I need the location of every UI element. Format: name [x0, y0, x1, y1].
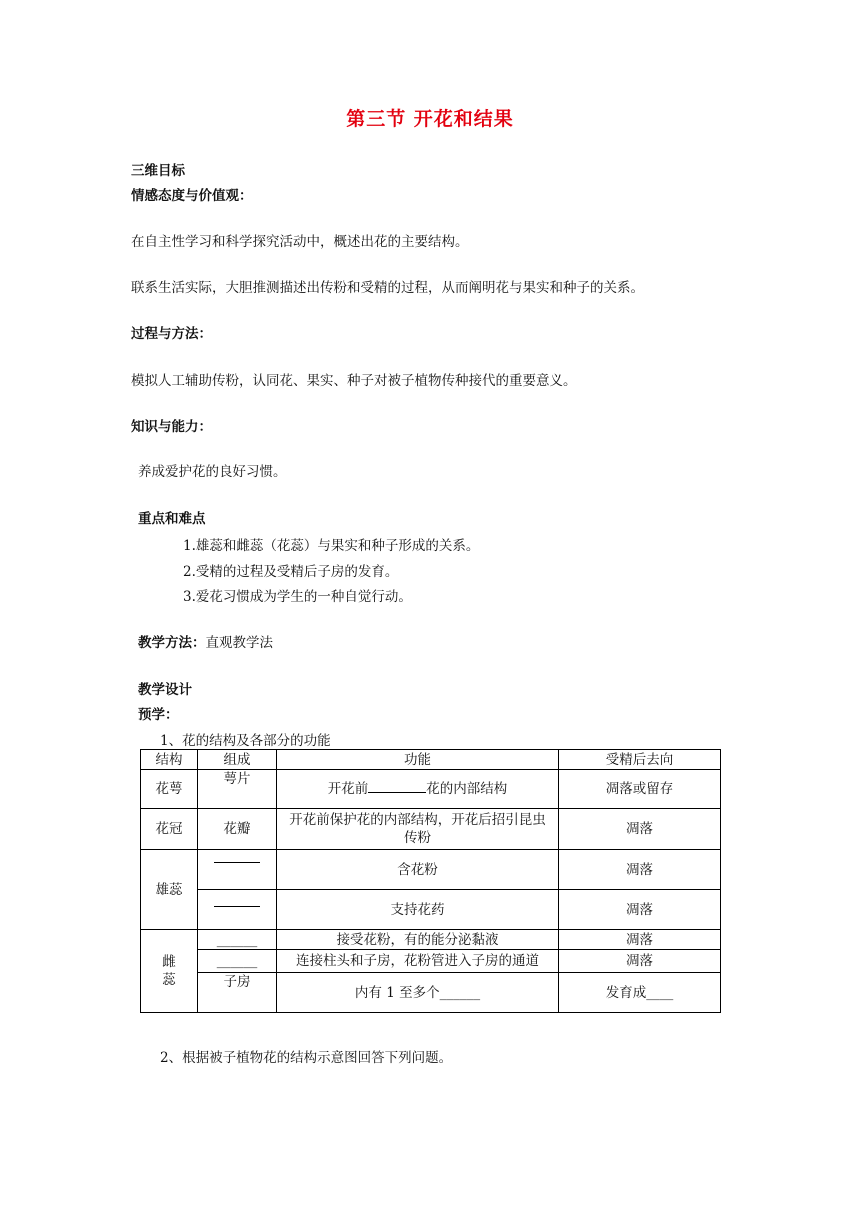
table-row-stamen-1	[141, 850, 721, 890]
calyx-structure: 花萼	[141, 770, 198, 809]
knowledge-heading: 知识与能力：	[131, 419, 212, 435]
knowledge-text: 养成爱护花的良好习惯。	[138, 464, 287, 480]
header-function: 功能	[277, 750, 559, 770]
corolla-fate: 凋落	[559, 809, 721, 850]
stamen-function-1: 含花粉	[277, 850, 559, 890]
stamen-fate-2: 凋落	[559, 890, 721, 930]
stamen-part-1	[198, 850, 277, 890]
emotion-heading: 情感态度与价值观：	[131, 188, 253, 204]
table-row-calyx	[141, 770, 721, 809]
key-points-heading: 重点和难点	[138, 511, 206, 527]
table-row-pistil-2	[141, 950, 721, 973]
calyx-part: 萼片	[198, 770, 277, 809]
prestudy-heading: 预学：	[138, 707, 179, 723]
pistil-fate-1: 凋落	[559, 930, 721, 950]
key-point-2: 2.受精的过程及受精后子房的发育。	[183, 564, 399, 580]
pistil-function-2: 连接柱头和子房，花粉管进入子房的通道	[277, 950, 559, 973]
method-label: 教学方法：	[138, 635, 206, 651]
fill-blank	[368, 792, 426, 793]
pistil-fate-3: 发育成____	[559, 973, 721, 1013]
corolla-part: 花瓣	[198, 809, 277, 850]
stamen-part-2	[198, 890, 277, 930]
process-text: 模拟人工辅助传粉，认同花、果实、种子对被子植物传种接代的重要意义。	[131, 373, 577, 389]
emotion-item-1: 在自主性学习和科学探究活动中，概述出花的主要结构。	[131, 234, 469, 250]
table-row-corolla	[141, 809, 721, 850]
stamen-fate-1: 凋落	[559, 850, 721, 890]
fill-blank	[214, 862, 260, 863]
corolla-structure: 花冠	[141, 809, 198, 850]
table-row-pistil-3	[141, 973, 721, 1013]
pistil-function-1: 接受花粉，有的能分泌黏液	[277, 930, 559, 950]
table-row-stamen-2	[141, 890, 721, 930]
pistil-function-3: 内有 1 至多个______	[277, 973, 559, 1013]
method-line	[138, 631, 273, 651]
calyx-function: 开花前 花的内部结构	[277, 770, 559, 809]
process-heading: 过程与方法：	[131, 326, 212, 342]
question-1: 1、花的结构及各部分的功能	[160, 733, 331, 749]
pistil-part-3: 子房	[198, 973, 277, 1013]
page-title: 第三节 开花和结果	[346, 108, 514, 130]
header-fate: 受精后去向	[559, 750, 721, 770]
pistil-fate-2: 凋落	[559, 950, 721, 973]
corolla-function: 开花前保护花的内部结构，开花后招引昆虫 传粉	[277, 809, 559, 850]
objectives-heading: 三维目标	[131, 163, 185, 179]
pistil-structure: 雌 蕊	[141, 930, 198, 1013]
calyx-fate: 凋落或留存	[559, 770, 721, 809]
key-point-1: 1.雄蕊和雌蕊（花蕊）与果实和种子形成的关系。	[183, 538, 480, 554]
emotion-item-2: 联系生活实际，大胆推测描述出传粉和受精的过程，从而阐明花与果实和种子的关系。	[131, 280, 644, 296]
pistil-part-1: ______	[198, 930, 277, 950]
stamen-function-2: 支持花药	[277, 890, 559, 930]
table-row-pistil-1	[141, 930, 721, 950]
flower-structure-table	[140, 749, 721, 1013]
table-header-row	[141, 750, 721, 770]
method-value: 直观教学法	[205, 635, 273, 651]
design-heading: 教学设计	[138, 682, 192, 698]
stamen-structure: 雄蕊	[141, 850, 198, 930]
fill-blank	[214, 906, 260, 907]
question-2: 2、根据被子植物花的结构示意图回答下列问题。	[160, 1050, 453, 1066]
header-part: 组成	[198, 750, 277, 770]
key-point-3: 3.爱花习惯成为学生的一种自觉行动。	[183, 589, 412, 605]
pistil-part-2: ______	[198, 950, 277, 973]
header-structure: 结构	[141, 750, 198, 770]
